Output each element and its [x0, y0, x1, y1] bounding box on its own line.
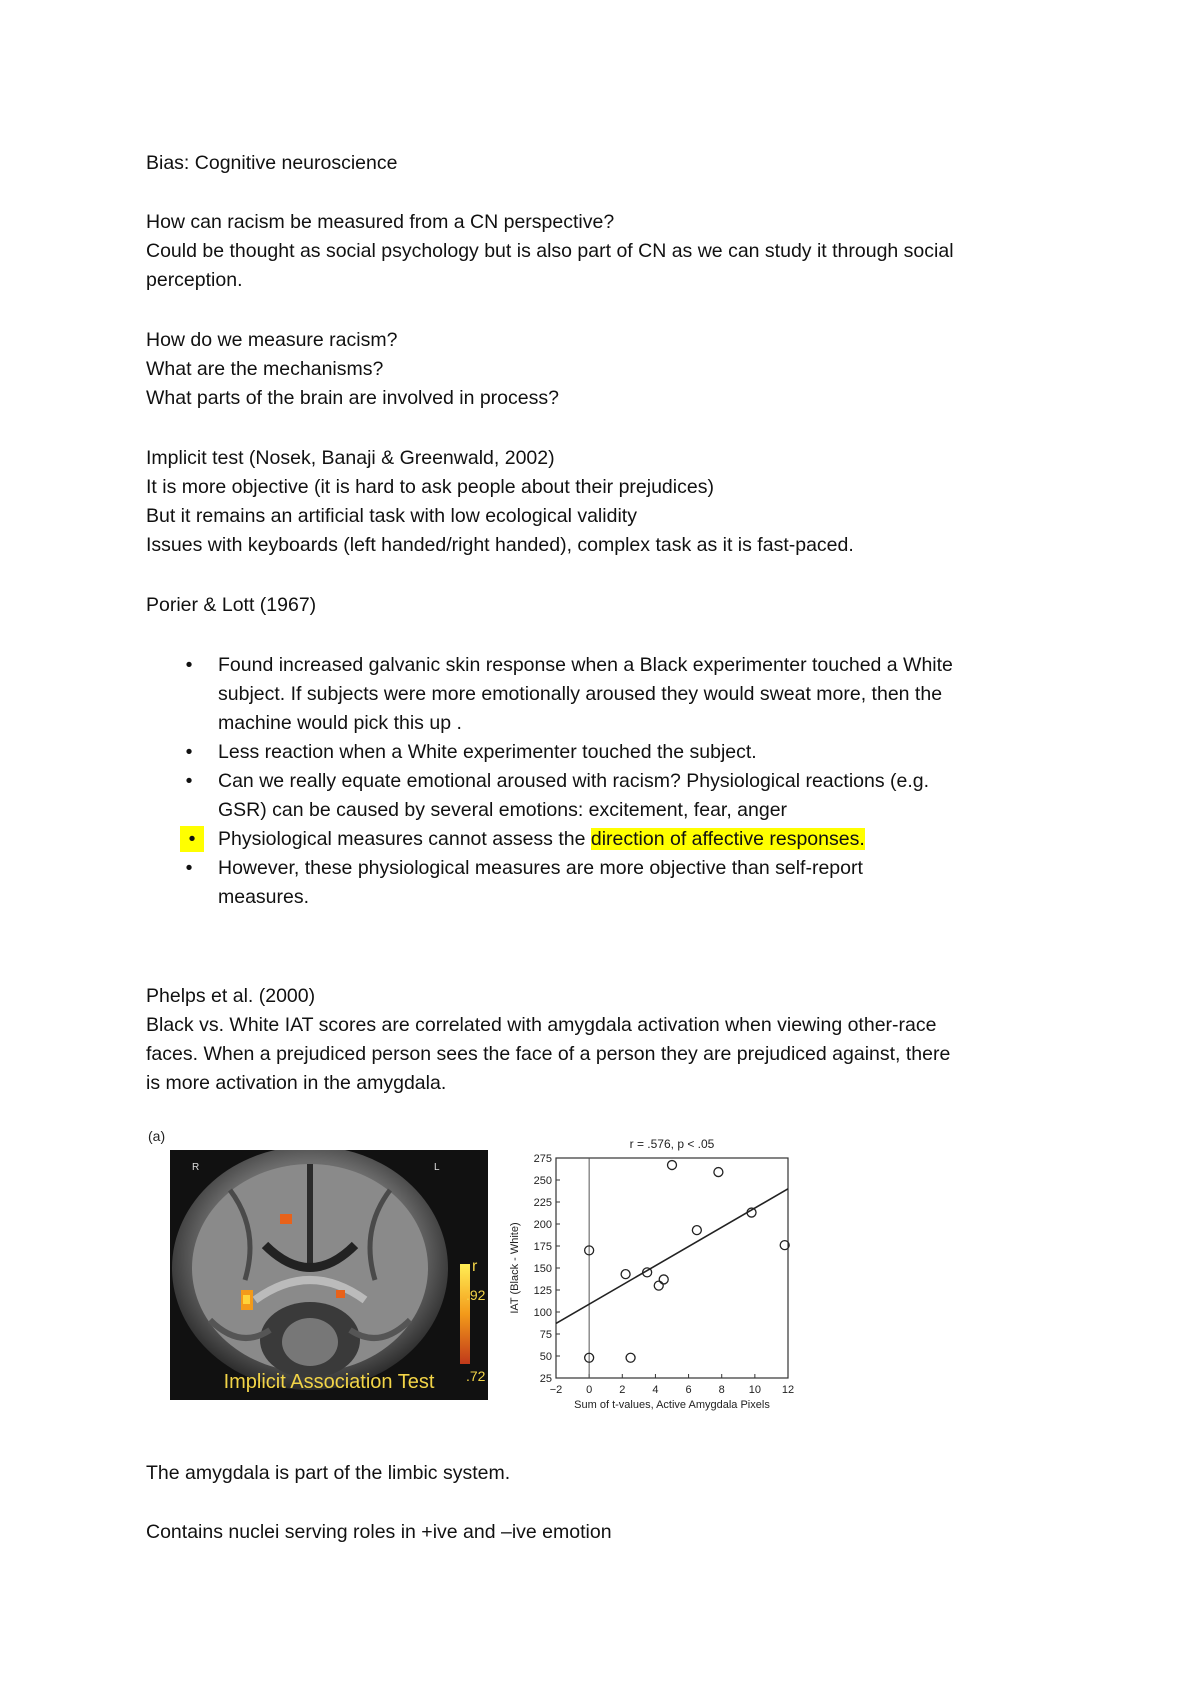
- y-tick-label: 75: [539, 1329, 552, 1341]
- y-tick-label: 275: [533, 1153, 552, 1165]
- bullet-marker: •: [185, 770, 193, 792]
- bullet-text: However, these physiological measures are more objective than self-report: [218, 857, 863, 879]
- implicit-line: But it remains an artificial task with low ecological validity: [146, 505, 637, 527]
- side-label-left-hemisphere: L: [434, 1162, 440, 1173]
- y-axis-label: IAT (Black - White): [509, 1222, 521, 1314]
- bullet-text: subject. If subjects were more emotionally aroused they would sweat more, then the: [218, 683, 943, 705]
- activation-blob: [280, 1214, 292, 1224]
- bullet-marker: •: [185, 741, 193, 763]
- y-tick-label: 175: [533, 1241, 552, 1253]
- outro-line: Contains nuclei serving roles in +ive and –ive emotion: [146, 1521, 612, 1543]
- y-tick-label: 50: [539, 1351, 552, 1363]
- intro-answer-line: perception.: [146, 269, 243, 291]
- figure-label: (a): [148, 1128, 166, 1144]
- x-tick-label: 6: [685, 1384, 692, 1396]
- bullet-text: GSR) can be caused by several emotions: excitement, fear, anger: [218, 799, 788, 821]
- x-tick-label: 4: [652, 1384, 659, 1396]
- iat-scatter-plot: [504, 1128, 806, 1423]
- activation-blob: [336, 1290, 345, 1298]
- porier-heading: Porier & Lott (1967): [146, 594, 317, 616]
- x-tick-label: −2: [549, 1384, 563, 1396]
- bullet-marker: •: [185, 857, 193, 879]
- implicit-line: It is more objective (it is hard to ask people about their prejudices): [146, 476, 714, 498]
- y-tick-label: 200: [533, 1219, 552, 1231]
- question-line: How do we measure racism?: [146, 329, 398, 351]
- bullet-text: Found increased galvanic skin response when a Black experimenter touched a White: [218, 654, 953, 676]
- side-label-right-hemisphere: R: [192, 1162, 200, 1173]
- y-tick-label: 100: [533, 1307, 552, 1319]
- data-point: [668, 1161, 677, 1170]
- bullet-marker-highlighted: •: [180, 826, 204, 852]
- question-line: What parts of the brain are involved in process?: [146, 387, 559, 409]
- phelps-line: is more activation in the amygdala.: [146, 1072, 447, 1094]
- doc-title: Bias: Cognitive neuroscience: [146, 152, 398, 174]
- implicit-heading: Implicit test (Nosek, Banaji & Greenwald, 2002): [146, 447, 555, 469]
- y-tick-label: 125: [533, 1285, 552, 1297]
- bullet-text-plain: Physiological measures cannot assess the: [218, 828, 591, 850]
- brain-caption: Implicit Association Test: [223, 1371, 435, 1393]
- phelps-line: faces. When a prejudiced person sees the face of a person they are prejudiced against, there: [146, 1043, 951, 1065]
- brain-scan-drawing: [170, 1150, 488, 1400]
- y-tick-label: 25: [539, 1373, 552, 1385]
- bullet-text: Less reaction when a White experimenter touched the subject.: [218, 741, 757, 763]
- x-axis-label: Sum of t-values, Active Amygdala Pixels: [574, 1399, 770, 1411]
- phelps-figure: [146, 1128, 806, 1423]
- question-line: What are the mechanisms?: [146, 358, 384, 380]
- color-scale-max: .92: [466, 1287, 486, 1303]
- phelps-line: Black vs. White IAT scores are correlated with amygdala activation when viewing other-race: [146, 1014, 937, 1036]
- data-point: [654, 1281, 663, 1290]
- data-point: [659, 1275, 668, 1284]
- bullet-text-highlighted: [218, 826, 865, 852]
- implicit-line: Issues with keyboards (left handed/right handed), complex task as it is fast-paced.: [146, 534, 854, 556]
- outro-line: The amygdala is part of the limbic system.: [146, 1462, 511, 1484]
- color-scale-label: r: [472, 1258, 478, 1275]
- color-scale-bar: [460, 1264, 470, 1364]
- data-point: [714, 1168, 723, 1177]
- x-tick-label: 0: [586, 1384, 593, 1396]
- bullet-text: machine would pick this up .: [218, 712, 462, 734]
- data-point: [692, 1226, 701, 1235]
- intro-answer-line: Could be thought as social psychology but is also part of CN as we can study it through social: [146, 240, 954, 262]
- data-point: [626, 1353, 635, 1362]
- intro-question: How can racism be measured from a CN perspective?: [146, 211, 615, 233]
- x-tick-label: 2: [619, 1384, 626, 1396]
- bullet-marker: •: [185, 654, 193, 676]
- x-tick-label: 12: [781, 1384, 795, 1396]
- color-scale-min: .72: [466, 1368, 486, 1384]
- bullet-text: Can we really equate emotional aroused with racism? Physiological reactions (e.g.: [218, 770, 930, 792]
- phelps-heading: Phelps et al. (2000): [146, 985, 316, 1007]
- brain-scan-image: [170, 1150, 488, 1400]
- y-tick-label: 150: [533, 1263, 552, 1275]
- bullet-text: measures.: [218, 886, 310, 908]
- chart-title: r = .576, p < .05: [629, 1137, 715, 1151]
- x-tick-label: 8: [718, 1384, 725, 1396]
- x-tick-label: 10: [748, 1384, 761, 1396]
- y-tick-label: 250: [533, 1175, 552, 1187]
- y-tick-label: 225: [533, 1197, 552, 1209]
- plot-frame: [556, 1158, 788, 1378]
- data-point: [621, 1270, 630, 1279]
- highlighted-phrase: direction of affective responses.: [590, 828, 865, 850]
